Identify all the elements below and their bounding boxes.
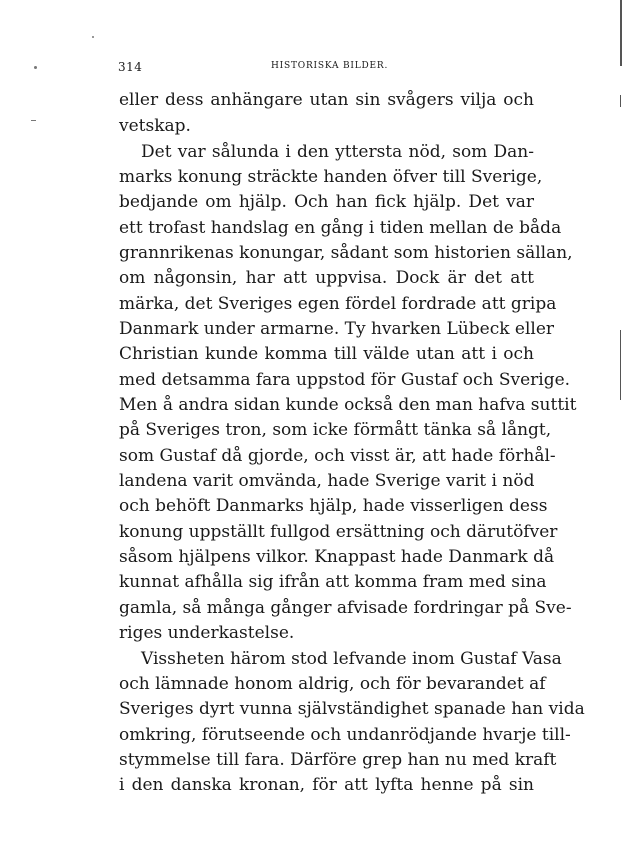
scan-speck [31,120,36,121]
text-line: gamla, så många gånger afvisade fordringar på Sve- [119,598,572,618]
text-line: Vissheten härom stod lefvande inom Gustaf Vasa [141,649,562,669]
text-line: vetskap. [119,116,191,136]
scan-speck [92,36,94,38]
text-line: omkring, förutseende och undanrödjande hvarje till- [119,725,571,745]
text-line: om någonsin, har att uppvisa. Dock är det att [119,268,534,288]
text-line: Danmark under armarne. Ty hvarken Lübeck eller [119,319,555,339]
text-line: stymmelse till fara. Därföre grep han nu med kraft [119,750,557,770]
text-line: Sveriges dyrt vunna självständighet spanade han vida [119,699,585,719]
text-line: riges underkastelse. [119,623,295,643]
text-line: marks konung sträckte handen öfver till Sverige, [119,167,543,187]
text-line: kunnat afhålla sig ifrån att komma fram med sina [119,572,547,592]
text-line: med detsamma fara uppstod för Gustaf och Sverige. [119,370,571,390]
text-line: på Sveriges tron, som icke förmått tänka så långt, [119,420,552,440]
text-line: konung uppställt fullgod ersättning och därutöfver [119,522,558,542]
text-line: och behöft Danmarks hjälp, hade visserligen dess [119,496,548,516]
scan-speck [34,66,37,69]
text-line: ett trofast handslag en gång i tiden mellan de båda [119,218,562,238]
running-title: HISTORISKA BILDER. [271,61,389,71]
text-line: märka, det Sveriges egen fördel fordrade att gripa [119,294,557,314]
text-line: och lämnade honom aldrig, och för bevarandet af [119,674,546,694]
running-head [0,60,627,80]
page-edge-rule [620,95,621,107]
text-line: som Gustaf då gjorde, och visst är, att hade förhål- [119,446,556,466]
page-edge-rule [620,330,621,400]
page-number: 314 [118,60,143,74]
text-line: Det var sålunda i den yttersta nöd, som Dan- [141,142,534,162]
text-line: såsom hjälpens vilkor. Knappast hade Danmark då [119,547,555,567]
text-line: eller dess anhängare utan sin svågers vilja och [119,90,534,110]
text-line: i den danska kronan, för att lyfta henne på sin [119,775,534,795]
text-line: grannrikenas konungar, sådant som historien sällan, [119,243,573,263]
text-line: bedjande om hjälp. Och han fick hjälp. Det var [119,192,534,212]
page-edge-rule [620,0,622,66]
text-line: landena varit omvända, hade Sverige varit i nöd [119,471,535,491]
text-line: Christian kunde komma till välde utan att i och [119,344,534,364]
text-line: Men å andra sidan kunde också den man hafva suttit [119,395,577,415]
